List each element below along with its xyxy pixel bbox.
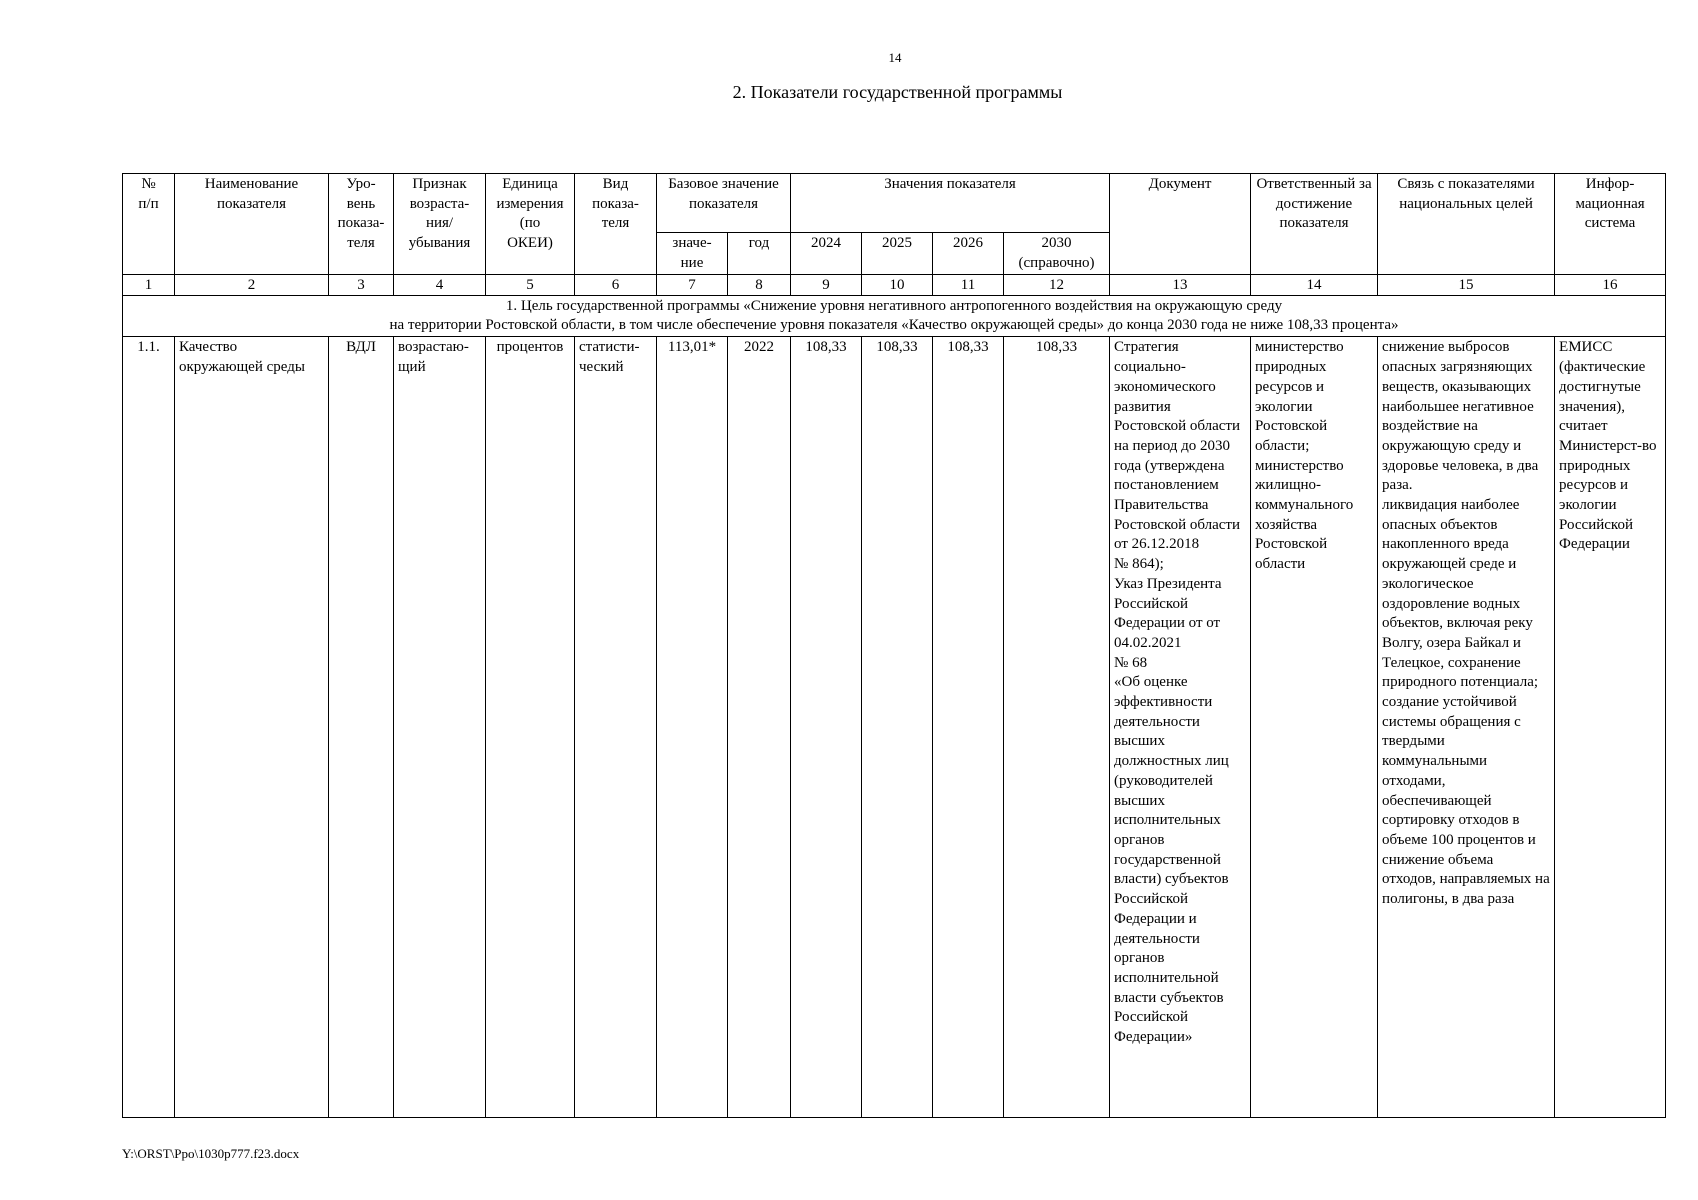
column-number: 3 [329,275,394,296]
column-number: 1 [123,275,175,296]
national-goals-cell: снижение выбросов опасных загрязняющих веществ, оказывающих наибольшее негативное воздействие на окружающую среду и здоровье человека, в два раза. ликвидация наиболее опасных объектов накопленного вреда окружающей среде и экологическое оздоровление водных объектов, включая реку Волгу, озера Байкал и Телецкое, сохранение природного потенциала; создание устойчивой системы обращения с твердыми коммунальными отходами, обеспечивающей сортировку отходов в объеме 100 процентов и снижение объема отходов, направляемых на полигоны, в два раза [1378,337,1555,1118]
header-unit: Единица измерения (по ОКЕИ) [486,174,575,275]
header-level: Уро- вень показа- теля [329,174,394,275]
section-title: 2. Показатели государственной программы [732,82,1063,102]
indicator-type: статисти- ческий [575,337,657,1118]
header-values: Значения показателя [791,174,1110,233]
value-2024: 108,33 [791,337,862,1118]
header-name: Наименование показателя [175,174,329,275]
column-number: 13 [1110,275,1251,296]
indicator-trend: возрастаю- щий [394,337,486,1118]
header-base-value: Базовое значение показателя [657,174,791,233]
header-2030: 2030 (справочно) [1004,233,1110,275]
row-num: 1.1. [123,337,175,1118]
document-cell: Стратегия социально-экономического развития Ростовской области на период до 2030 года (утверждена постановлением Правительства Ростовской области от 26.12.2018 № 864); Указ Президента Российской Федерации от от 04.02.2021 № 68 «Об оценке эффективности деятельности высших должностных лиц (руководителей высших исполнительных органов государственной власти) субъектов Российской Федерации и деятельности органов исполнительной власти субъектов Российской Федерации» [1110,337,1251,1118]
header-national-goals: Связь с показателями национальных целей [1378,174,1555,275]
header-responsible: Ответственный за достижение показателя [1251,174,1378,275]
indicator-unit: процентов [486,337,575,1118]
responsible-cell: министерство природных ресурсов и экологии Ростовской области; министерство жилищно-коммунального хозяйства Ростовской области [1251,337,1378,1118]
header-trend: Признак возраста- ния/ убывания [394,174,486,275]
program-goal: 1. Цель государственной программы «Снижение уровня негативного антропогенного воздействия на окружающую среду на территории Ростовской области, в том числе обеспечение уровня показателя «Качество окружающей среды» до конца 2030 года не ниже 108,33 процента» [123,296,1666,337]
column-number: 8 [728,275,791,296]
header-2024: 2024 [791,233,862,275]
column-number: 15 [1378,275,1555,296]
page-number: 14 [888,50,902,65]
column-number: 16 [1555,275,1666,296]
header-document: Документ [1110,174,1251,275]
header-type: Вид показа- теля [575,174,657,275]
column-number: 2 [175,275,329,296]
header-info-system: Инфор- мационная система [1555,174,1666,275]
header-base-val: значе- ние [657,233,728,275]
column-number: 5 [486,275,575,296]
column-number: 4 [394,275,486,296]
file-path-footer: Y:\ORST\Ppo\1030p777.f23.docx [122,1146,300,1161]
header-2025: 2025 [862,233,933,275]
column-number: 9 [791,275,862,296]
value-2025: 108,33 [862,337,933,1118]
base-year: 2022 [728,337,791,1118]
table-row [123,337,1666,1118]
column-number: 6 [575,275,657,296]
column-number: 7 [657,275,728,296]
info-system-cell: ЕМИСС (фактические достигнутые значения), считает Министерст-во природных ресурсов и экологии Российской Федерации [1555,337,1666,1118]
column-number: 11 [933,275,1004,296]
column-number: 14 [1251,275,1378,296]
header-base-year: год [728,233,791,275]
value-2030: 108,33 [1004,337,1110,1118]
indicators-table [122,173,1666,1118]
value-2026: 108,33 [933,337,1004,1118]
base-value: 113,01* [657,337,728,1118]
column-number: 10 [862,275,933,296]
header-num: № п/п [123,174,175,275]
indicator-level: ВДЛ [329,337,394,1118]
header-2026: 2026 [933,233,1004,275]
column-number: 12 [1004,275,1110,296]
indicator-name: Качество окружающей среды [175,337,329,1118]
